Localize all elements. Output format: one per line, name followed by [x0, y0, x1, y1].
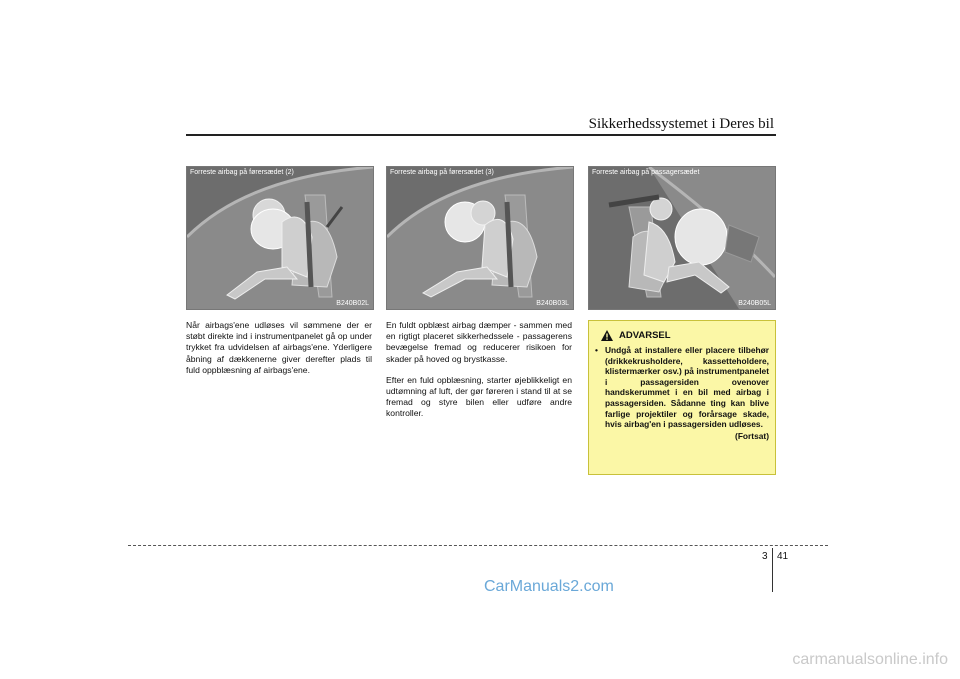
figure-passenger-airbag	[588, 166, 776, 310]
airbag-passenger-illustration	[589, 167, 775, 309]
figure-caption: Forreste airbag på passagersædet	[592, 169, 700, 176]
column-3	[588, 166, 776, 475]
chapter-number: 3	[762, 551, 768, 562]
warning-title-text: ADVARSEL	[619, 330, 671, 341]
warning-triangle-icon	[601, 330, 613, 341]
warning-bullet-item	[595, 345, 769, 430]
watermark-carmanuals2: CarManuals2.com	[484, 578, 614, 595]
warning-text: Undgå at installere eller placere tilbehør (drikkekrusholdere, kassetteholdere, klistermærker osv.) på instrumentpanelet i passagersiden ovenover handskerummet i en bil med airbag i passagersiden. Sådanne ting kan blive farlige projektiler og forårsage skade, hvis airbag'en i passagersiden udløses.	[605, 345, 769, 430]
figure-driver-airbag-3	[386, 166, 574, 310]
header-rule	[186, 134, 776, 136]
column-1	[186, 166, 374, 386]
warning-title	[601, 330, 671, 341]
figure-caption: Forreste airbag på førersædet (3)	[390, 169, 494, 176]
warning-box	[588, 320, 776, 475]
figure-driver-airbag-2	[186, 166, 374, 310]
figure-code: B240B05L	[738, 300, 771, 307]
paragraph: Efter en fuld opblæsning, starter øjeblikkeligt en udtømning af luft, der gør føreren i stand til at se fremad og styre bilen eller udføre andre kontroller.	[386, 374, 572, 419]
footer-rule	[128, 545, 828, 546]
body-text-1	[186, 320, 372, 376]
column-2	[386, 166, 574, 430]
page-number-divider	[772, 548, 773, 592]
figure-code: B240B03L	[536, 300, 569, 307]
figure-code: B240B02L	[336, 300, 369, 307]
continued-label: (Fortsat)	[735, 430, 769, 441]
warning-body	[595, 345, 769, 441]
paragraph: Når airbags'ene udløses vil sømmene der er støbt direkte ind i instrumentpanelet gå op under trykket fra udvidelsen af airbags'ene. Yderligere åbning af dækkenerne giver derefter plads til fuld oppblæsning af airbags'ene.	[186, 320, 372, 375]
figure-caption: Forreste airbag på førersædet (2)	[190, 169, 294, 176]
page-number: 41	[777, 551, 789, 562]
airbag-driver-illustration	[387, 167, 573, 309]
paragraph: En fuldt opblæst airbag dæmper - sammen med en rigtigt placeret sikkerhedssele - passagerens bevægelse fremad og reducerer risikoen for skader på hoved og brystkasse.	[386, 320, 572, 364]
airbag-driver-illustration	[187, 167, 373, 309]
body-text-2	[386, 320, 572, 420]
page-header-title: Sikkerhedssystemet i Deres bil	[588, 116, 774, 132]
bullet: •	[595, 345, 598, 355]
watermark-carmanualsonline: carmanualsonline.info	[792, 651, 948, 668]
